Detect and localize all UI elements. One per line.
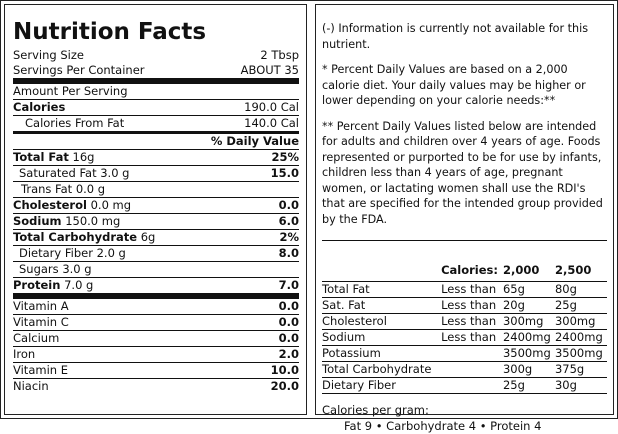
nutrient-row-protein (13, 278, 299, 299)
calorie-table-header-spacer (322, 263, 441, 282)
table-cell-qual: Less than (441, 298, 503, 314)
table-cell-qual: Less than (441, 330, 503, 346)
nutrient-row-trans-fat (13, 182, 299, 198)
table-cell-2000: 300g (503, 362, 555, 378)
vitamin-label: Vitamin E (13, 363, 68, 377)
nutrition-facts-panel (4, 4, 307, 415)
table-cell-name: Dietary Fiber (322, 378, 441, 394)
servings-per-container-row (13, 63, 299, 84)
table-cell-2000: 65g (503, 282, 555, 298)
calorie-table-header-2500: 2,500 (554, 263, 592, 277)
table-cell-2000: 300mg (503, 314, 555, 330)
vitamin-dv: 2.0 (278, 347, 299, 361)
table-cell-name: Total Carbohydrate (322, 362, 441, 378)
calories-per-gram-label: Calories per gram: (322, 403, 429, 417)
table-cell-2000: 20g (503, 298, 555, 314)
table-cell-qual (441, 378, 503, 394)
nutrient-dv: 6.0 (278, 214, 299, 228)
calories-from-fat-label: Calories From Fat (25, 116, 125, 130)
vitamin-dv: 0.0 (278, 315, 299, 329)
nutrition-title: Nutrition Facts (13, 19, 207, 45)
table-row (322, 378, 607, 394)
nutrient-amount: 3.0 g (62, 262, 92, 276)
nutrient-amount: 2.0 g (96, 246, 126, 260)
calories-from-fat-row (13, 116, 299, 134)
table-cell-qual: Less than (441, 314, 503, 330)
table-row (322, 314, 607, 330)
table-row (322, 330, 607, 346)
nutrient-amount: 0.0 g (75, 182, 106, 196)
nutrient-label: Total Fat (13, 150, 69, 164)
notes-divider (322, 240, 607, 241)
table-cell-name: Sat. Fat (322, 298, 441, 314)
table-cell-2500: 80g (555, 282, 607, 298)
calories-per-gram (322, 402, 607, 434)
nutrient-row-sugars (13, 262, 299, 278)
nutrient-dv: 2% (279, 230, 299, 244)
calorie-reference-table (322, 263, 607, 394)
table-cell-2500: 375g (555, 362, 607, 378)
vitamin-label: Calcium (13, 331, 60, 345)
nutrient-label: Cholesterol (13, 198, 87, 212)
vitamin-dv: 0.0 (278, 331, 299, 345)
nutrient-label: Saturated Fat (19, 166, 97, 180)
vitamin-row-niacin (13, 379, 299, 394)
vitamin-label: Niacin (13, 379, 49, 393)
table-cell-2000: 2400mg (503, 330, 555, 346)
table-row (322, 346, 607, 362)
nutrient-row-dietary-fiber (13, 246, 299, 262)
vitamin-label: Vitamin A (13, 299, 69, 313)
vitamin-label: Iron (13, 347, 36, 361)
nutrient-row-total-carbohydrate (13, 230, 299, 246)
calorie-table-header (322, 263, 607, 282)
table-cell-qual: Less than (441, 282, 503, 298)
nutrient-amount: 150.0 mg (65, 214, 121, 228)
nutrient-label: Dietary Fiber (19, 246, 93, 260)
table-row (322, 298, 607, 314)
table-cell-name: Potassium (322, 346, 441, 362)
unavailable-note: (-) Information is currently not available for this nutrient. (322, 22, 589, 51)
calories-from-fat-value: 140.0 Cal (244, 116, 299, 130)
nutrient-label: Sugars (19, 262, 59, 276)
nutrient-dv: 8.0 (278, 246, 299, 260)
nutrient-dv: 15.0 (270, 166, 299, 180)
nutrient-amount: 7.0 g (64, 278, 94, 292)
nutrient-row-total-fat (13, 150, 299, 166)
table-cell-qual (441, 346, 503, 362)
nutrient-row-saturated-fat (13, 166, 299, 182)
nutrient-row-sodium (13, 214, 299, 230)
calories-row (13, 100, 299, 116)
nutrient-amount: 3.0 g (100, 166, 130, 180)
vitamin-label: Vitamin C (13, 315, 69, 329)
calories-per-gram-values: Fat 9 • Carbohydrate 4 • Protein 4 (344, 419, 542, 433)
nutrient-dv: 7.0 (278, 278, 299, 292)
nutrient-dv: 0.0 (278, 198, 299, 212)
amount-per-serving (13, 84, 299, 100)
nutrient-row-cholesterol (13, 198, 299, 214)
table-cell-name: Cholesterol (322, 314, 441, 330)
table-cell-2500: 300mg (555, 314, 607, 330)
vitamin-dv: 10.0 (270, 363, 299, 377)
serving-size-row (13, 48, 299, 63)
servings-per-container-value: ABOUT 35 (240, 63, 299, 77)
table-cell-2000: 3500mg (503, 346, 555, 362)
daily-value-notes-panel (315, 4, 614, 433)
nutrient-amount: 6g (140, 230, 156, 244)
vitamin-row-iron (13, 347, 299, 363)
serving-size-value: 2 Tbsp (260, 48, 299, 62)
table-row (322, 282, 607, 298)
table-row (322, 362, 607, 378)
servings-per-container-label: Servings Per Container (13, 63, 145, 77)
vitamin-row-vitamin-a (13, 299, 299, 315)
amount-per-serving-label: Amount Per Serving (13, 84, 128, 98)
table-cell-name: Total Fat (322, 282, 441, 298)
nutrient-label: Sodium (13, 214, 62, 228)
nutrient-amount: 0.0 mg (90, 198, 132, 212)
serving-size-label: Serving Size (13, 48, 84, 62)
nutrient-dv: 25% (271, 150, 299, 164)
calories-label: Calories (13, 100, 66, 114)
daily-value-header: % Daily Value (13, 134, 299, 150)
calorie-table-header-label: Calories: (441, 263, 498, 277)
table-cell-qual (441, 362, 503, 378)
table-cell-2500: 25g (555, 298, 607, 314)
vitamin-dv: 20.0 (270, 379, 299, 393)
table-cell-2500: 3500mg (555, 346, 607, 362)
calorie-table-header-2000: 2,000 (502, 263, 540, 277)
nutrient-label: Protein (13, 278, 61, 292)
vitamin-row-calcium (13, 331, 299, 347)
table-cell-name: Sodium (322, 330, 441, 346)
table-cell-2500: 2400mg (555, 330, 607, 346)
calories-value: 190.0 Cal (244, 100, 299, 114)
vitamin-row-vitamin-e (13, 363, 299, 379)
table-cell-2000: 25g (503, 378, 555, 394)
nutrient-label: Total Carbohydrate (13, 230, 138, 244)
vitamin-dv: 0.0 (278, 299, 299, 313)
percent-note: * Percent Daily Values are based on a 2,000 calorie diet. Your daily values may be higher or lower depending on your calorie needs:** (322, 63, 586, 107)
intended-note: ** Percent Daily Values listed below are intended for adults and children over 4 years of age. Foods represented or purported to be for use by infants, children less than 4 years of age, pregnant women, or lactating women shall use the RDI's that are specified for the intended group provided by the FDA. (322, 119, 603, 226)
vitamin-row-vitamin-c (13, 315, 299, 331)
nutrient-amount: 16g (72, 150, 95, 164)
nutrient-label: Trans Fat (21, 182, 73, 196)
table-cell-2500: 30g (555, 378, 607, 394)
